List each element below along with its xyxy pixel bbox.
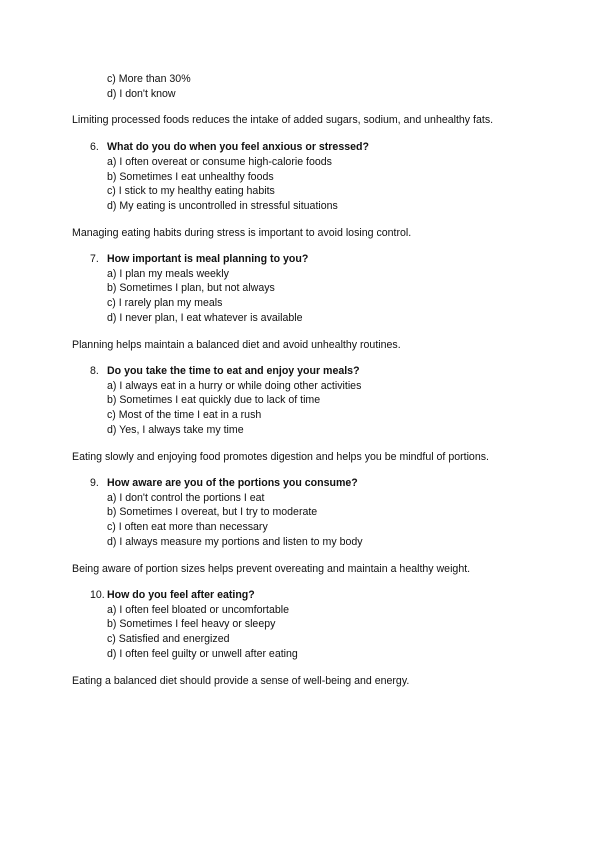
option-text: b) Sometimes I plan, but not always [107, 282, 275, 294]
question-text: Do you take the time to eat and enjoy your meals? [107, 365, 360, 377]
option-text: d) I often feel guilty or unwell after eating [107, 648, 298, 660]
option-text: b) Sometimes I eat unhealthy foods [107, 171, 274, 183]
option-text: a) I don't control the portions I eat [107, 492, 265, 504]
question-number: 7. [90, 253, 99, 265]
option-text: d) I don't know [107, 88, 176, 100]
question-text: How aware are you of the portions you consume? [107, 477, 358, 489]
question-text: What do you do when you feel anxious or stressed? [107, 141, 369, 153]
option-text: d) I never plan, I eat whatever is available [107, 312, 303, 324]
option-text: d) Yes, I always take my time [107, 424, 244, 436]
explanation-note: Planning helps maintain a balanced diet and avoid unhealthy routines. [72, 339, 401, 351]
option-text: c) I often eat more than necessary [107, 521, 268, 533]
option-text: d) I always measure my portions and listen to my body [107, 536, 363, 548]
option-text: a) I often overeat or consume high-calorie foods [107, 156, 332, 168]
explanation-note: Being aware of portion sizes helps prevent overeating and maintain a healthy weight. [72, 563, 471, 575]
explanation-note: Eating a balanced diet should provide a sense of well-being and energy. [72, 675, 410, 687]
option-text: c) I stick to my healthy eating habits [107, 185, 275, 197]
option-text: c) Most of the time I eat in a rush [107, 409, 262, 421]
explanation-note: Eating slowly and enjoying food promotes digestion and helps you be mindful of portions. [72, 451, 489, 463]
question-number: 10. [90, 589, 105, 601]
option-text: b) Sometimes I feel heavy or sleepy [107, 618, 276, 630]
explanation-note: Limiting processed foods reduces the intake of added sugars, sodium, and unhealthy fats. [72, 114, 494, 126]
option-text: a) I often feel bloated or uncomfortable [107, 604, 289, 616]
question-text: How do you feel after eating? [107, 589, 255, 601]
question-number: 9. [90, 477, 99, 489]
option-text: c) Satisfied and energized [107, 633, 230, 645]
option-text: c) I rarely plan my meals [107, 297, 223, 309]
option-text: c) More than 30% [107, 73, 191, 85]
option-text: a) I plan my meals weekly [107, 268, 229, 280]
question-number: 6. [90, 141, 99, 153]
option-text: a) I always eat in a hurry or while doing other activities [107, 380, 362, 392]
question-number: 8. [90, 365, 99, 377]
option-text: b) Sometimes I overeat, but I try to moderate [107, 506, 318, 518]
option-text: b) Sometimes I eat quickly due to lack of time [107, 394, 321, 406]
option-text: d) My eating is uncontrolled in stressful situations [107, 200, 338, 212]
question-text: How important is meal planning to you? [107, 253, 309, 265]
explanation-note: Managing eating habits during stress is important to avoid losing control. [72, 227, 412, 239]
